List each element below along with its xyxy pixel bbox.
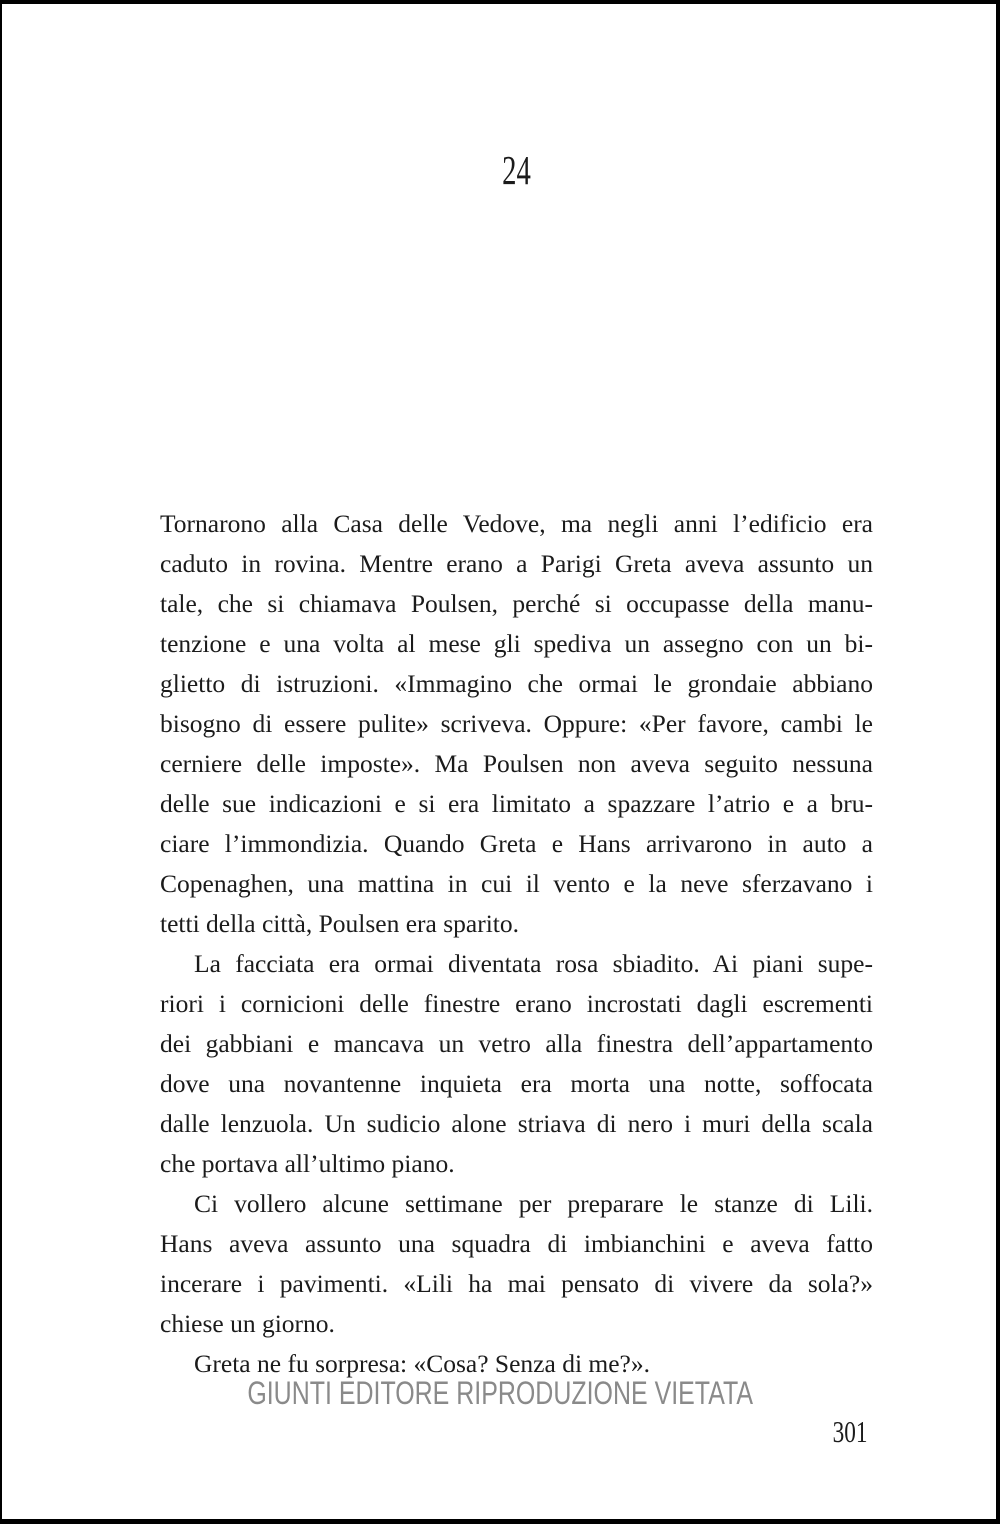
text-line: tenzione e una volta al mese gli spediva un assegno con un bi- (160, 629, 873, 658)
text-line: Ci vollero alcune settimane per preparare le stanze di Lili. (194, 1189, 873, 1218)
publisher-watermark-text: GIUNTI EDITORE RIPRODUZIONE VIETATA (247, 1375, 753, 1411)
text-line: caduto in rovina. Mentre erano a Parigi Greta aveva assunto un (160, 549, 873, 578)
chapter-number (160, 147, 873, 193)
text-line: chiese un giorno. (160, 1309, 335, 1338)
text-line: incerare i pavimenti. «Lili ha mai pensato di vivere da sola?» (160, 1269, 873, 1298)
text-line: tetti della città, Poulsen era sparito. (160, 909, 520, 938)
text-line: Copenaghen, una mattina in cui il vento e la neve sferzavano i (160, 869, 873, 898)
text-line: Greta ne fu sorpresa: «Cosa? Senza di me?». (194, 1349, 650, 1378)
paragraph (160, 504, 873, 944)
text-line: Tornarono alla Casa delle Vedove, ma negli anni l’edificio era (160, 509, 873, 538)
text-line: dei gabbiani e mancava un vetro alla finestra dell’appartamento (160, 1029, 873, 1058)
text-line: delle sue indicazioni e si era limitato a spazzare l’atrio e a bru- (160, 789, 873, 818)
paragraph (160, 1184, 873, 1344)
text-line: riori i cornicioni delle finestre erano incrostati dagli escrementi (160, 989, 873, 1018)
text-line: dove una novantenne inquieta era morta una notte, soffocata (160, 1069, 873, 1098)
text-line: bisogno di essere pulite» scriveva. Oppure: «Per favore, cambi le (160, 709, 873, 738)
text-line: tale, che si chiamava Poulsen, perché si occupasse della manu- (160, 589, 873, 618)
text-line: cerniere delle imposte». Ma Poulsen non aveva seguito nessuna (160, 749, 873, 778)
publisher-watermark (2, 1377, 998, 1409)
body-text (160, 504, 873, 1384)
text-line: dalle lenzuola. Un sudicio alone striava di nero i muri della scala (160, 1109, 873, 1138)
text-line: Hans aveva assunto una squadra di imbianchini e aveva fatto (160, 1229, 873, 1258)
paragraph (160, 944, 873, 1184)
page-number-text: 301 (832, 1414, 867, 1449)
text-line: glietto di istruzioni. «Immagino che ormai le grondaie abbiano (160, 669, 873, 698)
text-line: che portava all’ultimo piano. (160, 1149, 455, 1178)
page-number (821, 1416, 868, 1447)
text-line: La facciata era ormai diventata rosa sbiadito. Ai piani supe- (194, 949, 873, 978)
text-line: ciare l’immondizia. Quando Greta e Hans arrivarono in auto a (160, 829, 873, 858)
chapter-number-text: 24 (502, 147, 531, 193)
